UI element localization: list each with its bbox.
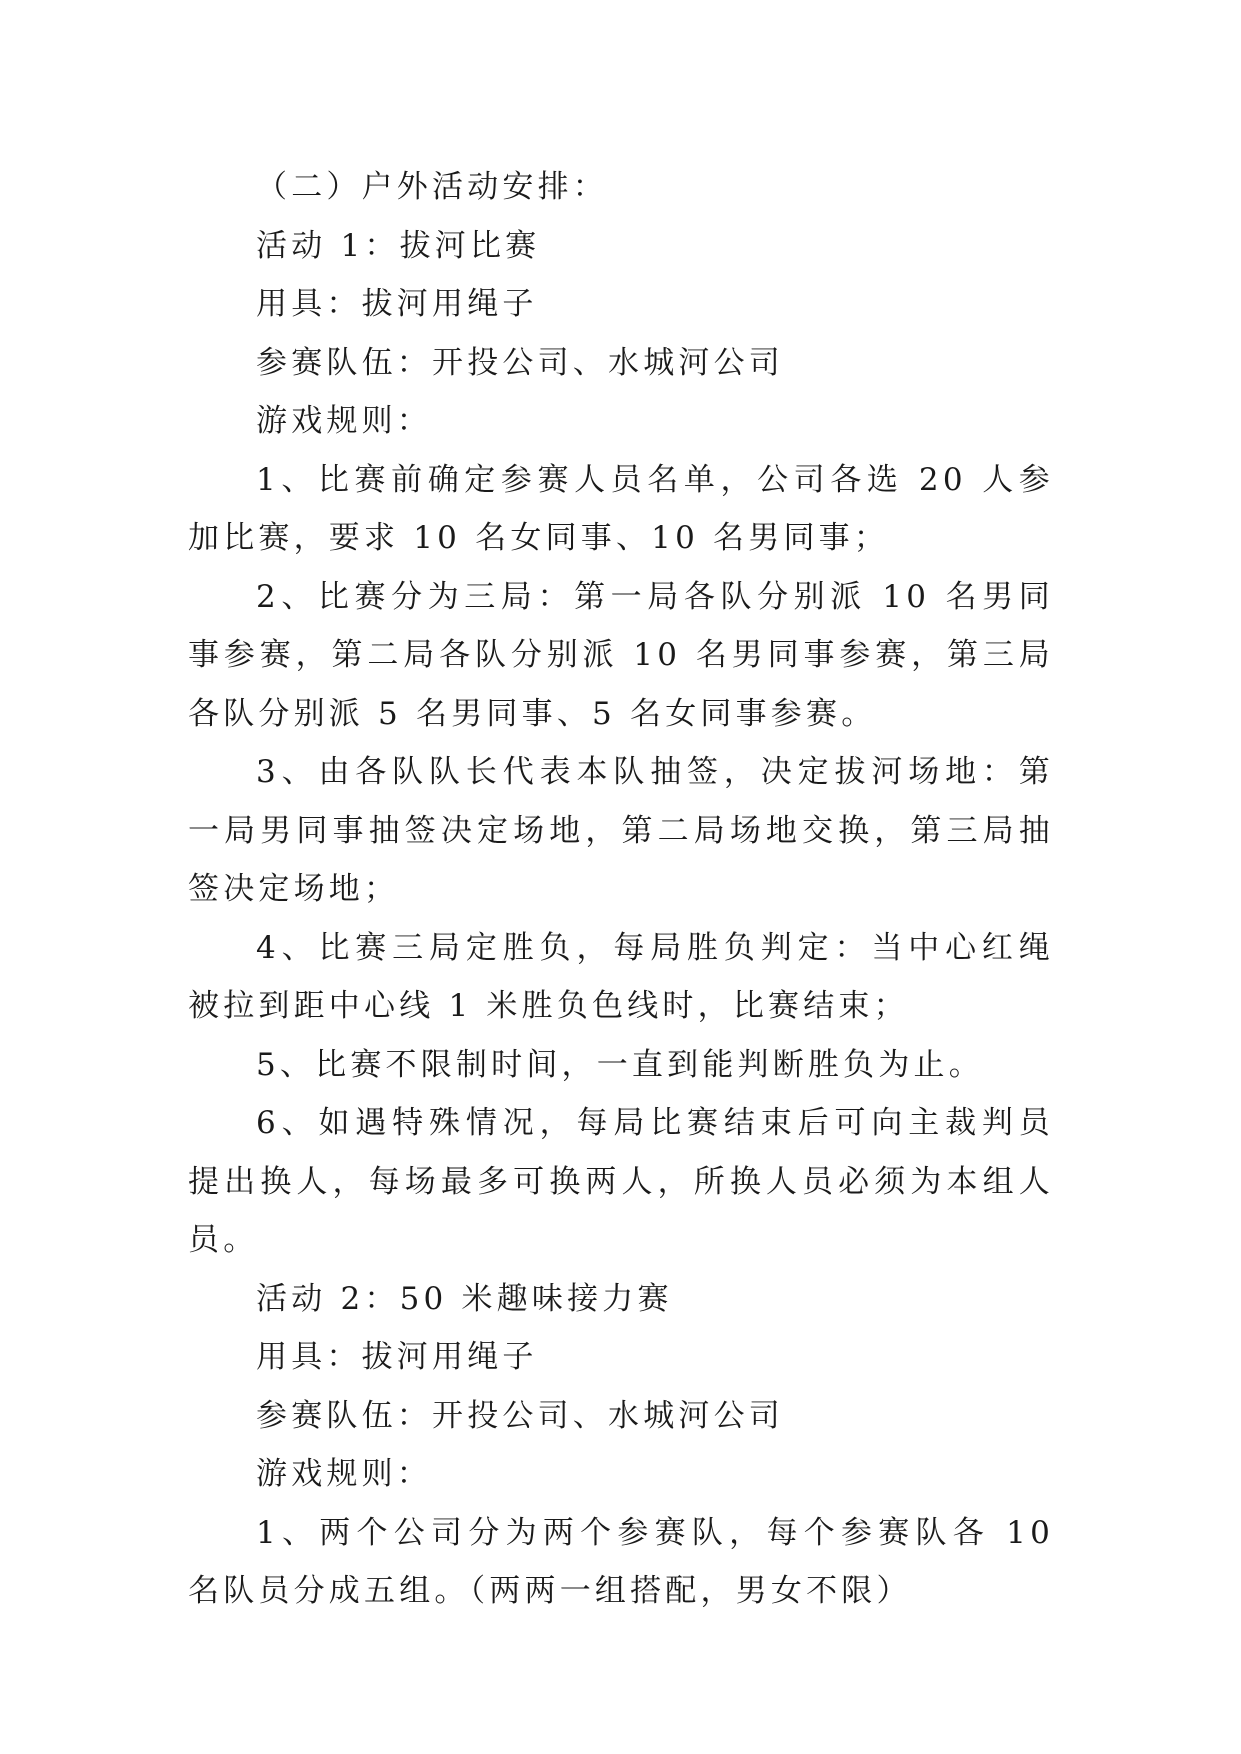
activity-1-teams: 参赛队伍：开投公司、水城河公司 <box>256 344 784 381</box>
activity-1-rule-5: 5、比赛不限制时间，一直到能判断胜负为止。 <box>256 1046 984 1083</box>
activity-2-title: 活动 2：50 米趣味接力赛 <box>256 1280 673 1317</box>
activity-1-rule-6: 6、如遇特殊情况，每局比赛结束后可向主裁判员提出换人，每场最多可换两人，所换人员必须为本组人员。 <box>188 1105 1054 1258</box>
activity-1-rule-2: 2、比赛分为三局：第一局各队分别派 10 名男同事参赛，第二局各队分别派 10 名男同事参赛，第三局各队分别派 5 名男同事、5 名女同事参赛。 <box>188 578 1054 732</box>
document-body <box>188 158 1054 1621</box>
activity-2-rule-1: 1、两个公司分为两个参赛队，每个参赛队各 10 名队员分成五组。（两两一组搭配，男女不限） <box>188 1514 1054 1609</box>
activity-2-equipment: 用具：拔河用绳子 <box>256 1339 538 1375</box>
activity-1-rules-heading: 游戏规则： <box>256 403 432 439</box>
activity-2-rules-heading: 游戏规则： <box>256 1456 432 1492</box>
activity-1-equipment: 用具：拔河用绳子 <box>256 286 538 322</box>
activity-1-rule-3: 3、由各队队长代表本队抽签，决定拔河场地：第一局男同事抽签决定场地，第二局场地交换，第三局抽签决定场地； <box>188 754 1054 907</box>
activity-1-title: 活动 1：拔河比赛 <box>256 227 541 264</box>
section-heading: （二）户外活动安排： <box>256 169 608 205</box>
activity-2-teams: 参赛队伍：开投公司、水城河公司 <box>256 1397 784 1434</box>
activity-1-rule-1: 1、比赛前确定参赛人员名单，公司各选 20 人参加比赛，要求 10 名女同事、10 名男同事； <box>188 461 1054 556</box>
activity-1-rule-4: 4、比赛三局定胜负，每局胜负判定：当中心红绳被拉到距中心线 1 米胜负色线时，比赛结束； <box>188 929 1054 1024</box>
